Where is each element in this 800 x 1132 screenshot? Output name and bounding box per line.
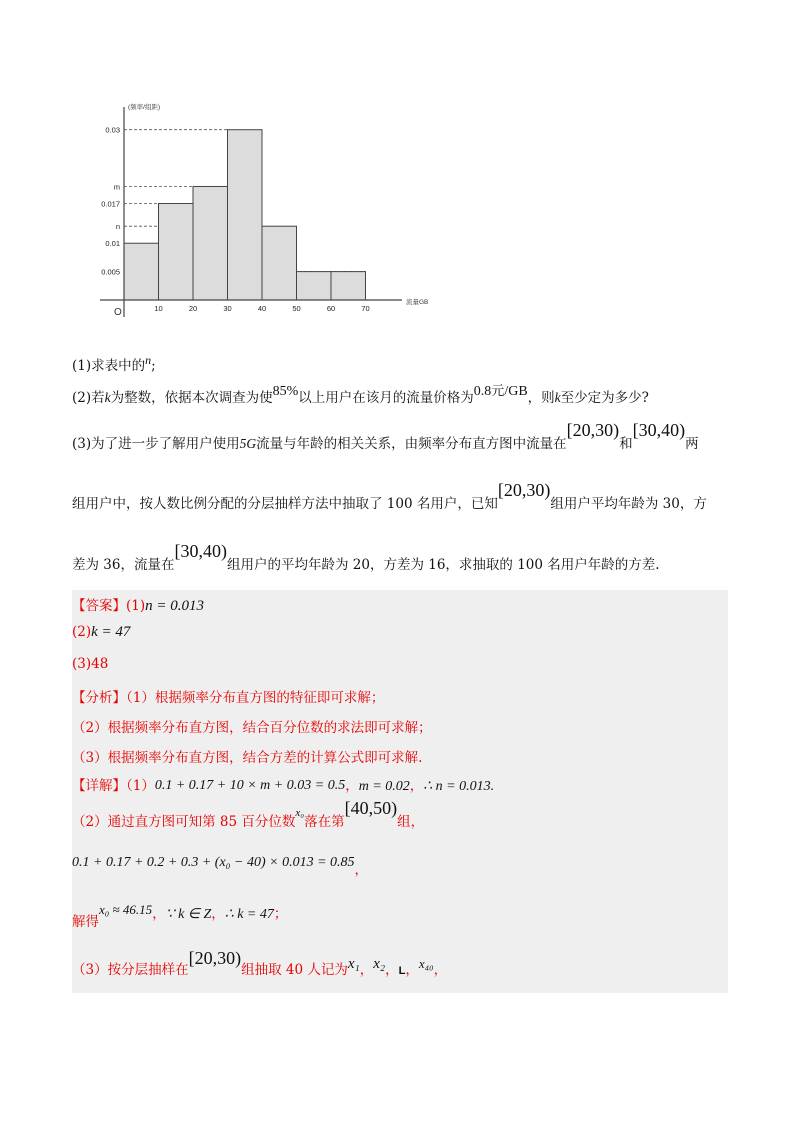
answer-line-2 [72,624,130,641]
answer-line-3: (3)48 [72,656,109,672]
detail2-end: ； [273,906,288,922]
question-1 [72,354,156,374]
y-tick-label: 0.005 [101,267,120,277]
x-tick-label: 50 [292,304,301,313]
detail-tag: 【详解】 [72,778,126,794]
detail3-sep-1: ， [359,962,374,978]
detail-line-3 [72,850,369,878]
question-3-line-1 [72,420,699,453]
analysis-line-1 [72,686,384,706]
q1-text: (1)求表中的 [72,358,146,374]
detail2-c: 组， [397,814,425,830]
detail2-eq-end: ， [354,862,369,878]
analysis-line-3: （3）根据频率分布直方图，结合方差的计算公式即可求解. [72,750,423,766]
detail1-label: （1） [126,778,155,794]
answer-line-1 [72,594,204,615]
detail3-sep-4: ， [433,962,448,978]
q3-5g: 5G [239,436,257,451]
analysis-1: （1）根据频率分布直方图的特征即可求解； [126,690,385,706]
detail2-therefore: ∴ k = 47 [224,907,274,922]
histogram-bar [331,272,366,300]
q3-l2-b: 组用户平均年龄为 30，方 [550,496,707,512]
detail3-int: [20,30) [188,948,242,968]
q3-l1-a: (3)为了进一步了解用户使用 [72,436,240,452]
q3-l3-a: 差为 36，流量在 [72,557,175,573]
origin-label: O [114,307,122,318]
question-3-line-2 [72,480,707,513]
detail-line-1 [72,774,494,795]
y-tick-label: 0.03 [105,125,120,135]
y-axis-label: (频率/组距) [128,104,161,111]
detail2-eq: 0.1 + 0.17 + 0.2 + 0.3 + (x₀ − 40) × 0.013 = 0.85 [72,855,355,870]
ans1-math: n = 0.013 [145,598,204,614]
q1-var: n [145,353,152,367]
x-tick-label: 40 [257,304,267,313]
x-tick-label: 20 [188,304,198,313]
detail1-mid: ， [345,778,359,794]
q2-c: 以上用户在该月的流量价格为 [298,390,474,406]
q2-e: 至少定为多少? [560,390,649,406]
y-tick-label: 0.01 [105,239,120,249]
detail3-x1: x₁ [347,956,360,972]
detail2-a: （2）通过直方图可知第 85 百分位数 [72,814,296,830]
detail-line-4: 解得x₀ ≈ 46.15，∵ k ∈ Z，∴ k = 47； [72,902,288,930]
x-tick-label: 70 [361,304,370,313]
histogram-bar [297,272,332,300]
q2-d: ，则 [527,390,555,406]
q2-price: 0.8 [473,384,492,399]
histogram-bar [193,186,228,300]
q3-l3-int: [30,40) [174,541,227,561]
q2-gb: /GB [504,384,528,399]
q3-int1: [20,30) [566,420,620,440]
y-tick-label: n [115,222,120,232]
q2-k: k [104,390,111,405]
q1-end: ; [151,358,156,374]
frequency-histogram [90,95,450,325]
analysis-line-2: （2）根据频率分布直方图，结合百分位数的求法即可求解； [72,720,432,736]
detail3-x2: x₂ [373,956,386,972]
detail3-a: （3）按分层抽样在 [72,962,189,978]
detail3-dots: L [398,965,406,977]
x-tick-label: 60 [326,304,336,313]
y-tick-label: m [113,182,120,192]
q2-unit: 元 [491,384,505,399]
q3-liang: 两 [685,436,699,452]
q2-k2: k [554,390,561,405]
detail1-math: 0.1 + 0.17 + 10 × m + 0.03 = 0.5 [154,778,346,793]
q3-l1-b: 流量与年龄的相关关系，由频率分布直方图中流量在 [256,436,567,452]
detail2-solve: 解得 [72,914,99,930]
detail2-x0val: x₀ ≈ 46.15 [99,902,153,917]
x-tick-label: 30 [223,304,232,313]
detail2-int: [40,50) [344,798,398,818]
answer-tag: 【答案】 [72,598,126,614]
detail1-sep: ， [409,778,424,794]
question-2 [72,386,649,407]
ans1-label: (1) [126,598,146,614]
detail3-sep-3: ， [405,962,419,978]
x-axis-label: 流量GB [406,299,429,306]
y-tick-label: 0.017 [101,199,120,209]
q3-he: 和 [619,436,633,452]
histogram-bar [262,226,297,300]
q3-l3-b: 组用户的平均年龄为 20，方差为 16，求抽取的 100 名用户年龄的方差. [226,557,660,573]
histogram-bar [159,204,194,301]
detail1-m: m = 0.02 [358,779,410,794]
detail2-x0: x₀ [295,807,305,819]
detail-line-2 [72,798,425,831]
histogram-bar [228,130,263,300]
detail-line-5 [72,948,448,979]
detail3-b: 组抽取 40 人记为 [241,962,348,978]
q3-l2-a: 组用户中，按人数比例分配的分层抽样方法中抽取了 100 名用户，已知 [72,496,498,512]
detail2-b: 落在第 [304,814,345,830]
detail3-sep-2: ， [385,962,399,978]
q3-int2: [30,40) [632,420,686,440]
ans2-math: k = 47 [91,624,131,640]
detail1-n: ∴ n = 0.013. [423,779,495,794]
analysis-tag: 【分析】 [72,690,126,706]
detail2-because: ∵ k ∈ Z [165,907,212,922]
q2-pct: 85% [272,384,299,399]
q2-a: (2)若 [72,390,105,406]
histogram-bar [124,243,159,300]
q3-l2-int: [20,30) [497,480,551,500]
ans2-label: (2) [72,624,92,640]
detail3-x40: x₄₀ [418,956,434,971]
q2-b: 为整数，依据本次调查为使 [110,390,273,406]
x-tick-label: 10 [154,304,163,313]
question-3-line-3 [72,541,660,574]
